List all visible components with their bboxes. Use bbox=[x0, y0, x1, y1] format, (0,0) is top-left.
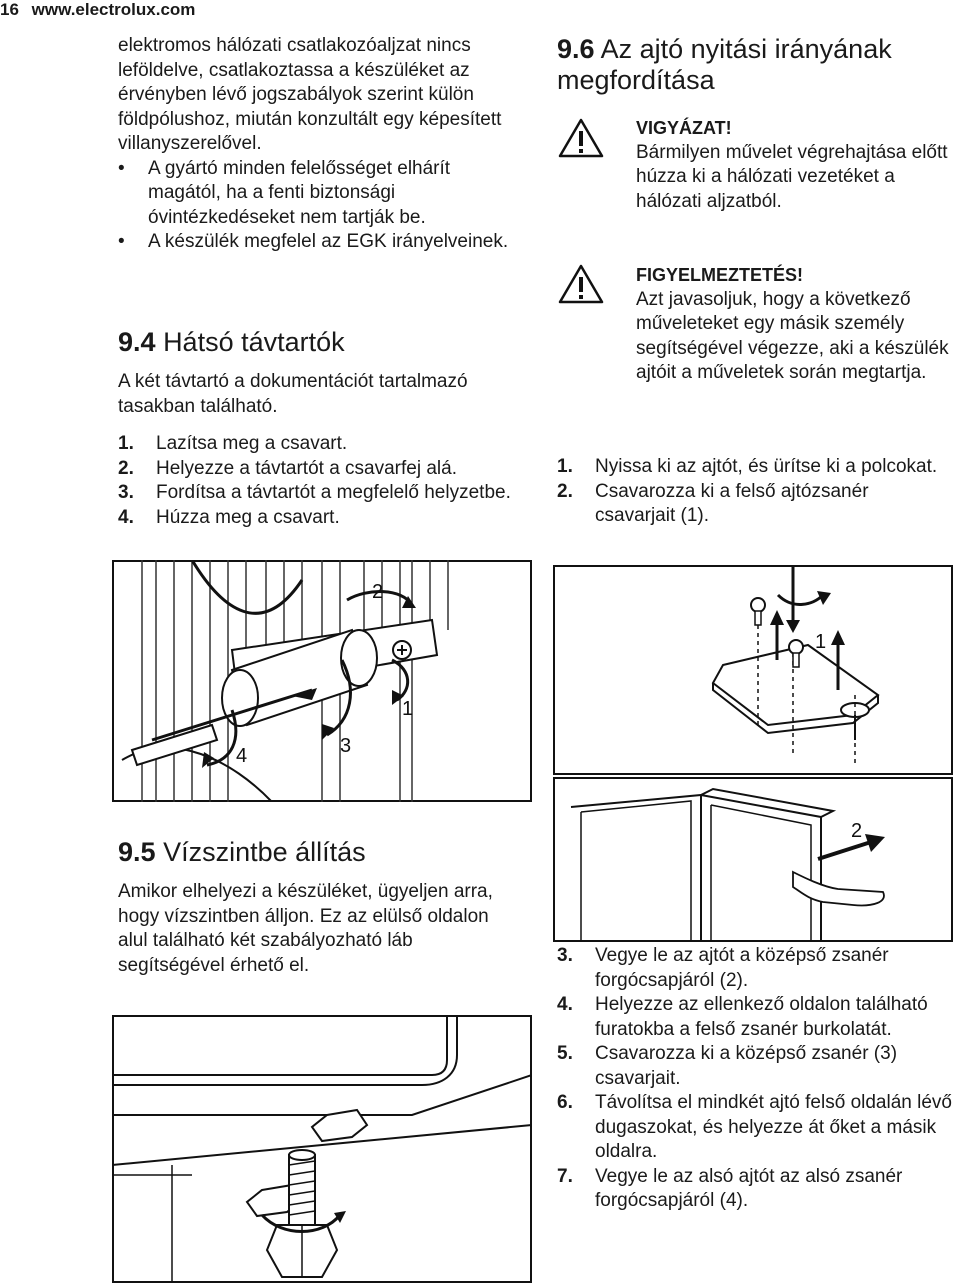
left-column bbox=[118, 34, 523, 255]
bullet-item: • A gyártó minden felelősséget elhárít magától, ha a fenti biztonsági óvintézkedéseket nem tartják be. bbox=[118, 157, 523, 231]
section-title: Vízszintbe állítás bbox=[163, 837, 366, 867]
section-number: 9.5 bbox=[118, 837, 156, 867]
steps-block-b bbox=[557, 944, 952, 1214]
section-9-4 bbox=[118, 327, 523, 530]
section-text: Amikor elhelyezi a készüléket, ügyeljen arra, hogy vízszintben álljon. Ez az elülső oldalon alul található két szabályozható láb segítségével érhető el. bbox=[118, 881, 493, 976]
step-item: 4. Helyezze az ellenkező oldalon található furatokba a felső zsanér burkolatát. bbox=[557, 994, 928, 1040]
section-title: Hátsó távtartók bbox=[163, 327, 345, 357]
warning-title: FIGYELMEZTETÉS! bbox=[636, 265, 804, 285]
caution-block bbox=[636, 116, 952, 214]
page-number: 16 bbox=[0, 0, 19, 19]
steps-list bbox=[557, 455, 952, 529]
step-item: 7. Vegye le az alsó ajtót az alsó zsanér forgócsapjáról (4). bbox=[557, 1165, 903, 1211]
figure-label: 2 bbox=[851, 820, 863, 842]
warning-triangle-icon bbox=[557, 263, 605, 310]
warning-text: Azt javasoljuk, hogy a következő műveleteket egy másik személy segítségével végezze, aki a készülék ajtóit a műveletek során megtartja. bbox=[636, 288, 949, 383]
step-item: 3. Fordítsa a távtartót a megfelelő helyzetbe. bbox=[118, 482, 511, 503]
step-item: 4. Húzza meg a csavart. bbox=[118, 506, 340, 528]
leveling-foot-illustration bbox=[112, 1015, 532, 1283]
steps-list bbox=[118, 432, 523, 530]
caution-title: VIGYÁZAT! bbox=[636, 118, 732, 138]
caution-text: Bármilyen művelet végrehajtása előtt húzza ki a hálózati vezetéket a hálózati aljzatból. bbox=[636, 141, 948, 212]
step-item: 3. Vegye le az ajtót a középső zsanér forgócsapjáról (2). bbox=[557, 945, 889, 991]
figure-label: 3 bbox=[340, 735, 352, 757]
section-heading bbox=[118, 327, 523, 358]
step-item: 6. Távolítsa el mindkét ajtó felső oldalán lévő dugaszokat, és helyezze át őket a másik oldalra. bbox=[557, 1092, 952, 1162]
figure-label: 4 bbox=[236, 745, 248, 767]
warning-block bbox=[636, 263, 952, 386]
intro-paragraph: elektromos hálózati csatlakozóaljzat nincs leföldelve, csatlakoztassa a készüléket az érvényben lévő jogszabályok szerint külön földpólushoz, miután konzultált egy képesített villanyszerelővel. bbox=[118, 35, 502, 154]
bullet-list bbox=[118, 157, 523, 255]
steps-block-a bbox=[557, 455, 952, 529]
door-removal-illustration bbox=[553, 777, 953, 942]
step-item: 2. Csavarozza ki a felső ajtózsanér csavarjait (1). bbox=[557, 480, 869, 526]
bullet-item: • A készülék megfelel az EGK irányelveinek. bbox=[118, 230, 523, 255]
step-item: 2. Helyezze a távtartót a csavarfej alá. bbox=[118, 457, 457, 479]
steps-list bbox=[557, 944, 952, 1214]
figure-label: 1 bbox=[402, 698, 414, 720]
figure-label: 2 bbox=[372, 581, 384, 603]
section-9-6 bbox=[557, 34, 952, 96]
section-title: Az ajtó nyitási irányának megfordítása bbox=[557, 34, 892, 95]
hinge-screws-illustration bbox=[553, 565, 953, 775]
section-text: A két távtartó a dokumentációt tartalmazó tasakban található. bbox=[118, 371, 468, 417]
warning-triangle-icon bbox=[557, 117, 605, 164]
section-heading bbox=[557, 34, 952, 96]
figure-label: 1 bbox=[815, 631, 827, 653]
section-heading bbox=[118, 837, 523, 868]
section-number: 9.6 bbox=[557, 34, 595, 64]
page-header bbox=[0, 0, 195, 20]
site-url[interactable]: www.electrolux.com bbox=[31, 0, 196, 19]
step-item: 5. Csavarozza ki a középső zsanér (3) csavarjait. bbox=[557, 1043, 898, 1089]
step-item: 1. Nyissa ki az ajtót, és ürítse ki a polcokat. bbox=[557, 456, 938, 477]
spacer-illustration bbox=[112, 560, 532, 802]
section-number: 9.4 bbox=[118, 327, 156, 357]
section-9-5 bbox=[118, 837, 523, 978]
step-item: 1. Lazítsa meg a csavart. bbox=[118, 433, 348, 454]
